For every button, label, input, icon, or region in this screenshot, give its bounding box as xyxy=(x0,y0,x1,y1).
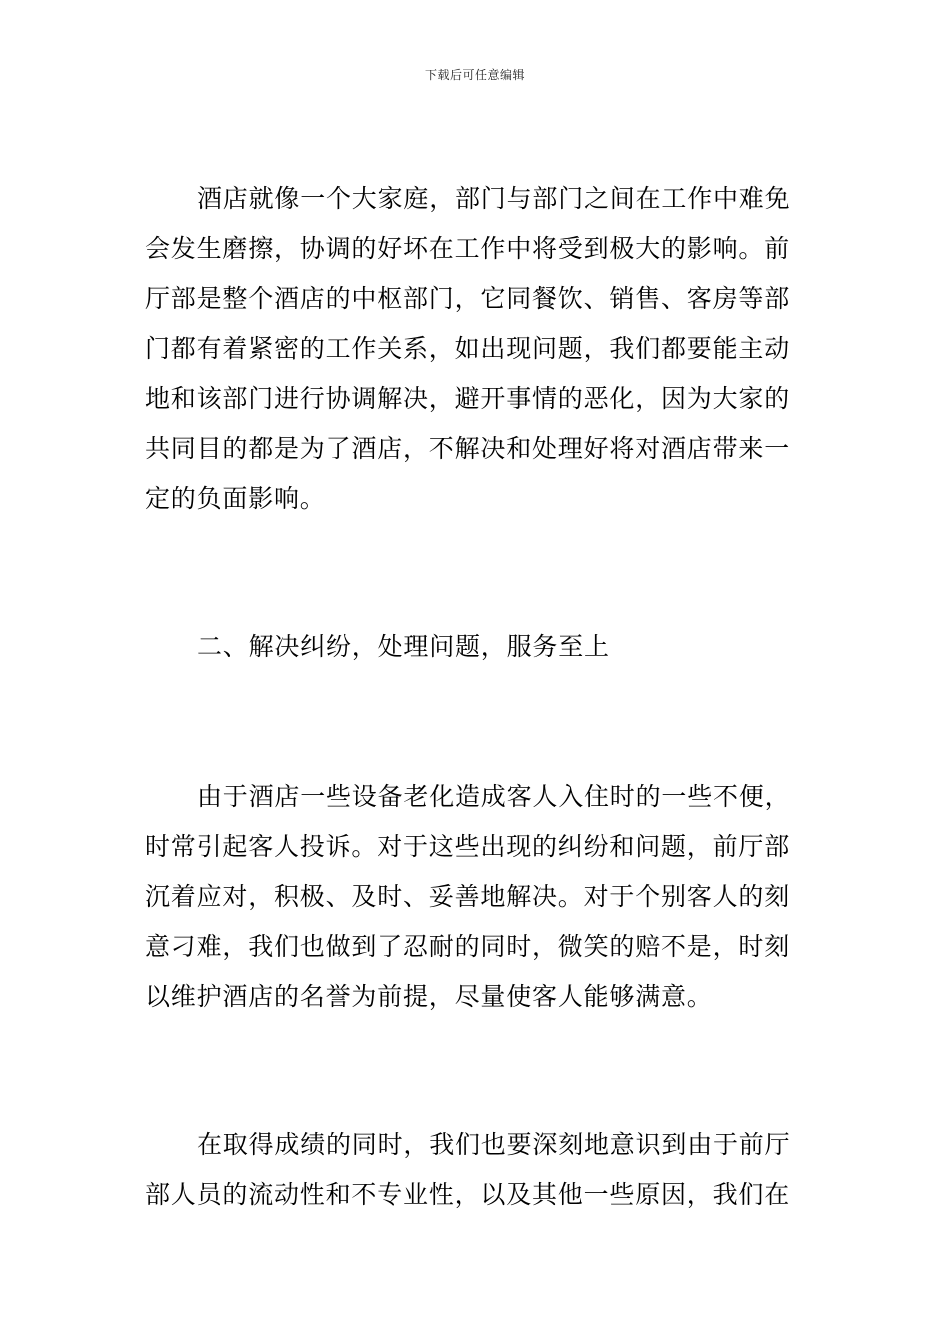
page-header: 下载后可任意编辑 xyxy=(424,68,525,82)
paragraph-line: 沉着应对，积极、及时、妥善地解决。对于个别客人的刻 xyxy=(145,882,791,911)
paragraph-line: 共同目的都是为了酒店，不解决和处理好将对酒店带来一 xyxy=(145,434,791,463)
paragraph-line: 在取得成绩的同时，我们也要深刻地意识到由于前厅 xyxy=(197,1130,791,1159)
paragraph-line: 地和该部门进行协调解决，避开事情的恶化，因为大家的 xyxy=(145,384,791,413)
paragraph-line: 定的负面影响。 xyxy=(145,484,326,513)
paragraph-line: 门都有着紧密的工作关系，如出现问题，我们都要能主动 xyxy=(145,334,791,363)
paragraph-line: 以维护酒店的名誉为前提，尽量使客人能够满意。 xyxy=(145,982,713,1011)
paragraph-line: 厅部是整个酒店的中枢部门，它同餐饮、销售、客房等部 xyxy=(145,284,791,313)
section-heading: 二、解决纠纷，处理问题，服务至上 xyxy=(197,632,610,661)
paragraph-line: 意刁难，我们也做到了忍耐的同时，微笑的赔不是，时刻 xyxy=(145,932,791,961)
paragraph-line: 由于酒店一些设备老化造成客人入住时的一些不便， xyxy=(197,782,791,811)
paragraph-line: 酒店就像一个大家庭，部门与部门之间在工作中难免 xyxy=(197,184,791,213)
paragraph-line: 会发生磨擦，协调的好坏在工作中将受到极大的影响。前 xyxy=(145,234,791,263)
paragraph-line: 时常引起客人投诉。对于这些出现的纠纷和问题，前厅部 xyxy=(145,832,791,861)
paragraph-line: 部人员的流动性和不专业性，以及其他一些原因，我们在 xyxy=(145,1180,791,1209)
